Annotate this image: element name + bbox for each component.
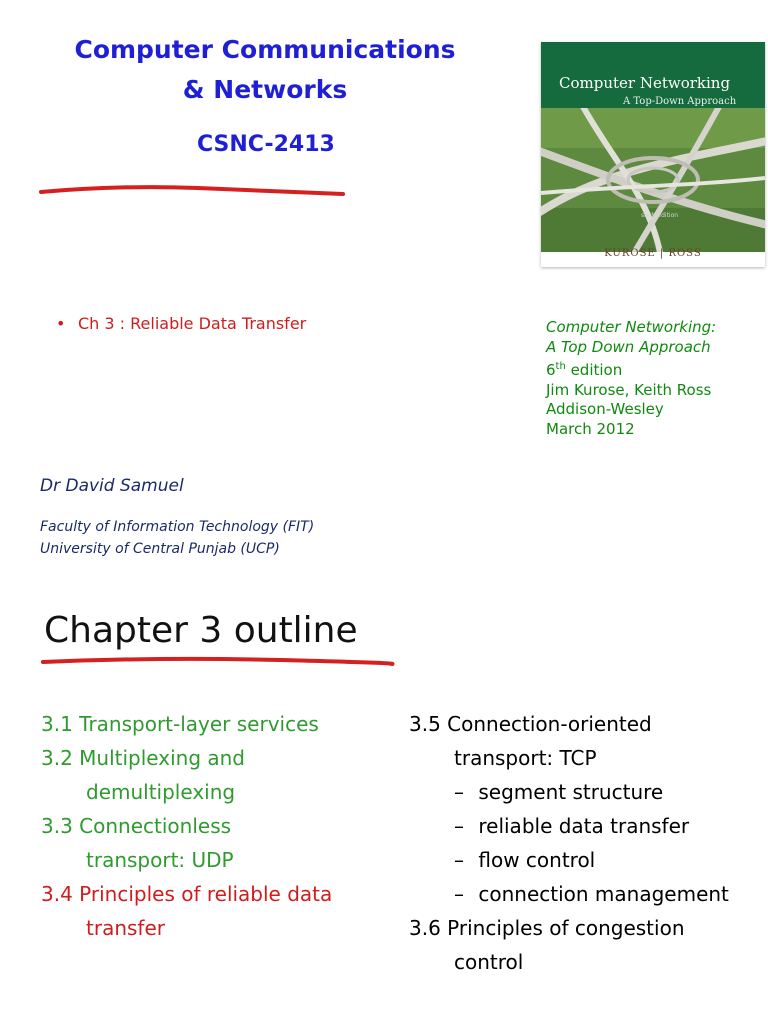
- chapter-bullet-text: Ch 3 : Reliable Data Transfer: [78, 314, 307, 333]
- outline-sub-segment-structure: – segment structure: [454, 780, 664, 804]
- book-title: Computer Networking: [559, 74, 731, 92]
- outline-heading: Chapter 3 outline: [44, 610, 358, 651]
- textbook-reference: [546, 318, 716, 439]
- outline-left-column: [41, 707, 386, 945]
- university-name: University of Central Punjab (UCP): [40, 541, 280, 557]
- outline-item-3-5: 3.5 Connection-oriented transport: TCP: [409, 712, 652, 770]
- ref-authors: Jim Kurose, Keith Ross: [546, 380, 712, 399]
- faculty-name: Faculty of Information Technology (FIT): [40, 519, 315, 535]
- book-subtitle: A Top-Down Approach: [623, 96, 737, 107]
- book-cover: [541, 42, 765, 267]
- title-underline: [38, 180, 348, 202]
- outline-sub-reliable-data-transfer: – reliable data transfer: [454, 814, 690, 838]
- course-title-line2: & Networks: [182, 75, 348, 104]
- book-edition: sixth edition: [641, 212, 679, 219]
- bullet-dot-icon: •: [56, 314, 66, 333]
- course-title-line1: Computer Communications: [74, 35, 456, 64]
- course-title: [0, 30, 530, 110]
- highway-photo: [541, 108, 765, 252]
- ref-title: Computer Networking:: [546, 318, 717, 336]
- chapter-bullet: [56, 314, 306, 333]
- ref-publisher: Addison-Wesley: [546, 400, 664, 418]
- outline-item-3-4: 3.4 Principles of reliable data transfer: [41, 882, 333, 940]
- course-code: CSNC-2413: [197, 132, 335, 157]
- outline-sub-connection-management: – connection management: [454, 882, 729, 906]
- outline-underline: [40, 652, 396, 674]
- instructor-name: Dr David Samuel: [40, 476, 184, 496]
- book-authors: KUROSE | ROSS: [604, 248, 702, 259]
- outline-sub-flow-control: – flow control: [454, 848, 596, 872]
- affiliation: [40, 516, 314, 560]
- ref-edition: 6th edition: [546, 361, 623, 379]
- outline-item-3-2: 3.2 Multiplexing and demultiplexing: [41, 746, 246, 804]
- outline-right-column: [409, 707, 764, 979]
- outline-item-3-3: 3.3 Connectionless transport: UDP: [41, 814, 234, 872]
- ref-date: March 2012: [546, 419, 635, 438]
- ref-subtitle: A Top Down Approach: [546, 337, 711, 356]
- outline-item-3-1: 3.1 Transport-layer services: [41, 712, 319, 736]
- outline-item-3-6: 3.6 Principles of congestion control: [409, 916, 685, 974]
